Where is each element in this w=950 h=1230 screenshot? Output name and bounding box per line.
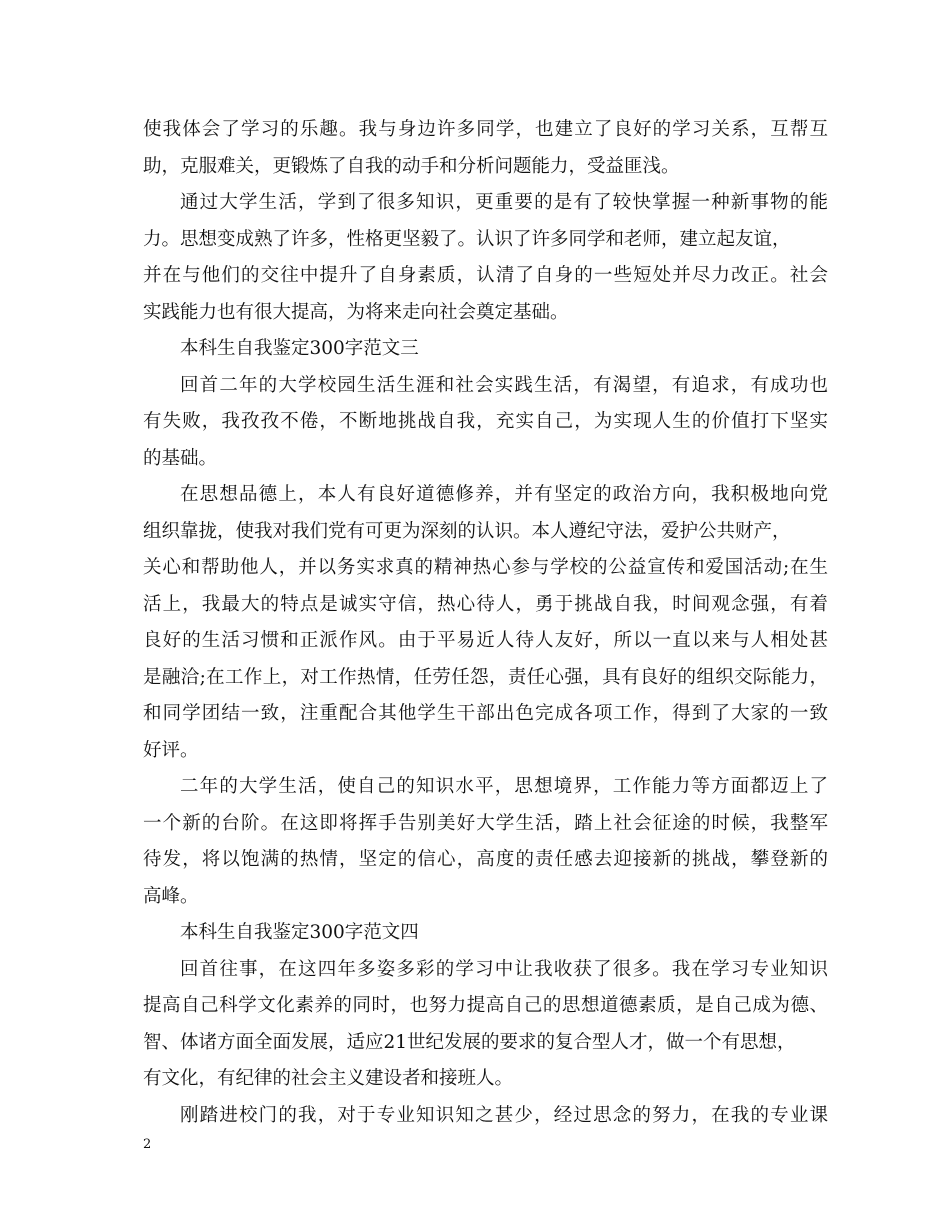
text-line: 助，克服难关，更锻炼了自我的动手和分析问题能力，受益匪浅。 bbox=[143, 155, 680, 177]
page-number: 2 bbox=[143, 1137, 152, 1152]
text-line: 和同学团结一致，注重配合其他学生干部出色完成各项工作，得到了大家的一致 bbox=[143, 703, 828, 724]
text-line: 在思想品德上，本人有良好道德修养，并有坚定的政治方向，我积极地向党 bbox=[180, 484, 828, 505]
text-line: 是融洽;在工作上，对工作热情，任劳任怨，责任心强，具有良好的组织交际能力， bbox=[143, 666, 828, 688]
text-line: 刚踏进校门的我，对于专业知识知之甚少，经过思念的努力，在我的专业课 bbox=[180, 1104, 828, 1126]
text-line: 提高自己科学文化素养的同时，也努力提高自己的思想道德素质，是自己成为德、 bbox=[143, 995, 828, 1016]
text-line: 关心和帮助他人，并以务实求真的精神热心参与学校的公益宣传和爱国活动;在生 bbox=[143, 557, 828, 578]
text-line: 有文化，有纪律的社会主义建设者和接班人。 bbox=[143, 1068, 514, 1089]
text-line: 通过大学生活，学到了很多知识，更重要的是有了较快掌握一种新事物的能 bbox=[180, 192, 828, 213]
text-line: 二年的大学生活，使自己的知识水平，思想境界，工作能力等方面都迈上了 bbox=[180, 776, 828, 797]
text-line: 良好的生活习惯和正派作风。由于平易近人待人友好，所以一直以来与人相处甚 bbox=[143, 630, 828, 651]
text-line: 组织靠拢，使我对我们党有可更为深刻的认识。本人遵纪守法，爱护公共财产， bbox=[143, 520, 791, 542]
section-heading: 本科生自我鉴定300字范文三 bbox=[180, 338, 419, 359]
text-line: 高峰。 bbox=[143, 885, 199, 907]
text-line: 待发，将以饱满的热情，坚定的信心，高度的责任感去迎接新的挑战，攀登新的 bbox=[143, 849, 828, 870]
section-heading: 本科生自我鉴定300字范文四 bbox=[180, 922, 419, 943]
text-line: 智、体诸方面全面发展，适应21世纪发展的要求的复合型人才，做一个有思想， bbox=[143, 1031, 796, 1053]
text-line: 有失败，我孜孜不倦，不断地挑战自我，充实自己，为实现人生的价值打下坚实 bbox=[143, 411, 828, 432]
text-line: 一个新的台阶。在这即将挥手告别美好大学生活，踏上社会征途的时候，我整军 bbox=[143, 812, 828, 834]
text-line: 力。思想变成熟了许多，性格更坚毅了。认识了许多同学和老师，建立起友谊， bbox=[143, 228, 791, 250]
text-line: 活上，我最大的特点是诚实守信，热心待人，勇于挑战自我，时间观念强，有着 bbox=[143, 593, 828, 615]
text-line: 好评。 bbox=[143, 739, 199, 761]
text-line: 并在与他们的交往中提升了自身素质，认清了自身的一些短处并尽力改正。社会 bbox=[143, 265, 828, 286]
body-text bbox=[143, 112, 828, 1134]
text-line: 的基础。 bbox=[143, 447, 218, 469]
text-line: 回首往事，在这四年多姿多彩的学习中让我收获了很多。我在学习专业知识 bbox=[180, 958, 828, 980]
text-line: 实践能力也有很大提高，为将来走向社会奠定基础。 bbox=[143, 301, 569, 323]
text-line: 使我体会了学习的乐趣。我与身边许多同学，也建立了良好的学习关系，互帮互 bbox=[143, 119, 828, 140]
text-line: 回首二年的大学校园生活生涯和社会实践生活，有渴望，有追求，有成功也 bbox=[180, 374, 828, 396]
